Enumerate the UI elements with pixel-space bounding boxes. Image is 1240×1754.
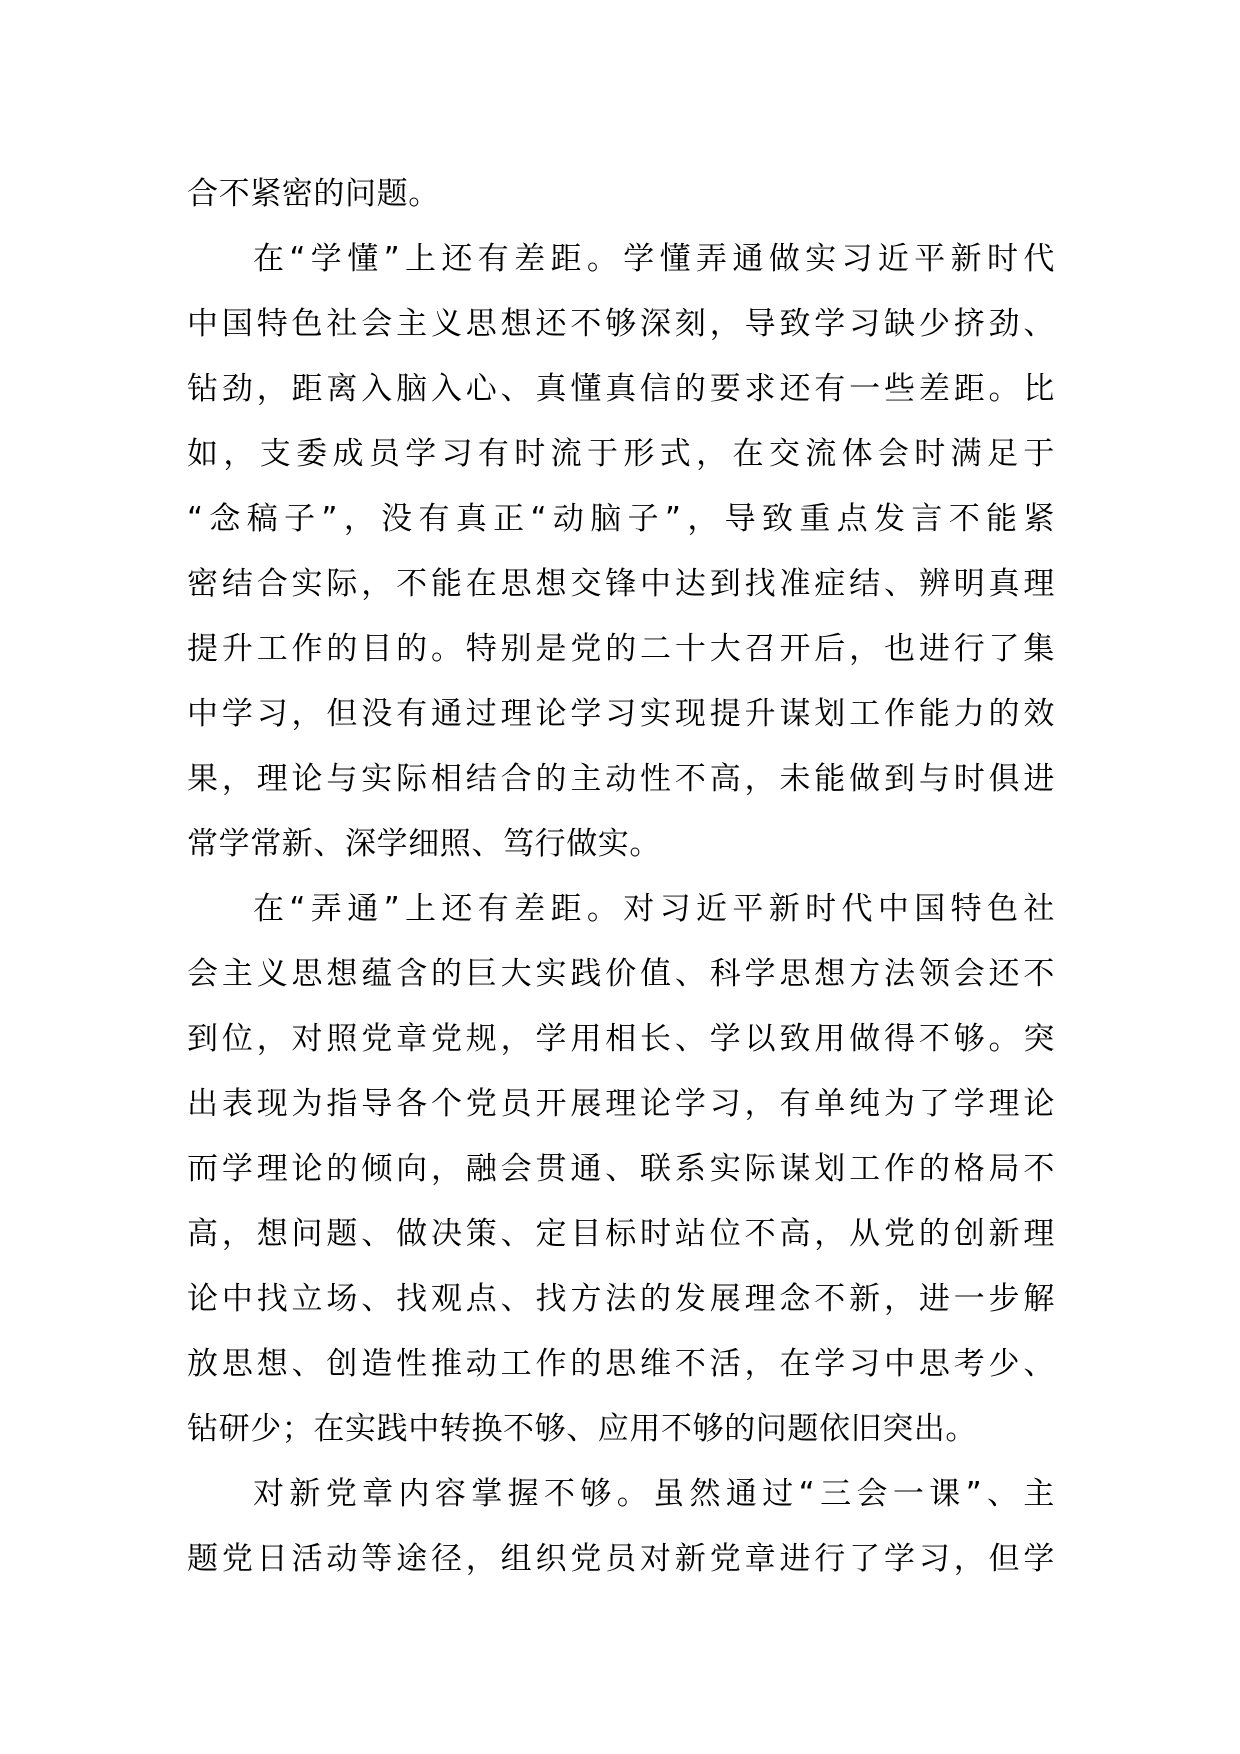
text-line: 中国特色社会主义思想还不够深刻，导致学习缺少挤劲、: [187, 306, 1055, 342]
text-line: 在“弄通”上还有差距。对习近平新时代中国特色社: [253, 891, 1055, 927]
text-line: 对新党章内容掌握不够。虽然通过“三会一课”、主: [253, 1476, 1055, 1512]
text-line: 提升工作的目的。特别是党的二十大召开后，也进行了集: [187, 631, 1055, 667]
text-line: 题党日活动等途径，组织党员对新党章进行了学习，但学: [187, 1541, 1055, 1577]
text-line: 会主义思想蕴含的巨大实践价值、科学思想方法领会还不: [187, 956, 1055, 992]
text-line: 如，支委成员学习有时流于形式，在交流体会时满足于: [187, 436, 1055, 472]
text-line: 密结合实际，不能在思想交锋中达到找准症结、辨明真理: [187, 566, 1055, 602]
text-line: 合不紧密的问题。: [187, 176, 440, 212]
text-line: 钻研少；在实践中转换不够、应用不够的问题依旧突出。: [187, 1411, 977, 1447]
text-line: 而学理论的倾向，融会贯通、联系实际谋划工作的格局不: [187, 1151, 1055, 1187]
text-line: 论中找立场、找观点、找方法的发展理念不新，进一步解: [187, 1281, 1055, 1317]
text-line: 到位，对照党章党规，学用相长、学以致用做得不够。突: [187, 1021, 1055, 1057]
text-line: 中学习，但没有通过理论学习实现提升谋划工作能力的效: [187, 696, 1055, 732]
text-line: 果，理论与实际相结合的主动性不高，未能做到与时俱进: [187, 761, 1055, 797]
text-line: 钻劲，距离入脑入心、真懂真信的要求还有一些差距。比: [187, 371, 1055, 407]
text-line: “念稿子”，没有真正“动脑子”，导致重点发言不能紧: [187, 501, 1055, 537]
text-line: 放思想、创造性推动工作的思维不活，在学习中思考少、: [187, 1346, 1055, 1382]
text-line: 出表现为指导各个党员开展理论学习，有单纯为了学理论: [187, 1086, 1055, 1122]
text-line: 高，想问题、做决策、定目标时站位不高，从党的创新理: [187, 1216, 1055, 1252]
text-line: 在“学懂”上还有差距。学懂弄通做实习近平新时代: [253, 241, 1055, 277]
text-line: 常学常新、深学细照、笃行做实。: [187, 826, 661, 862]
body-text: [187, 162, 1055, 1592]
